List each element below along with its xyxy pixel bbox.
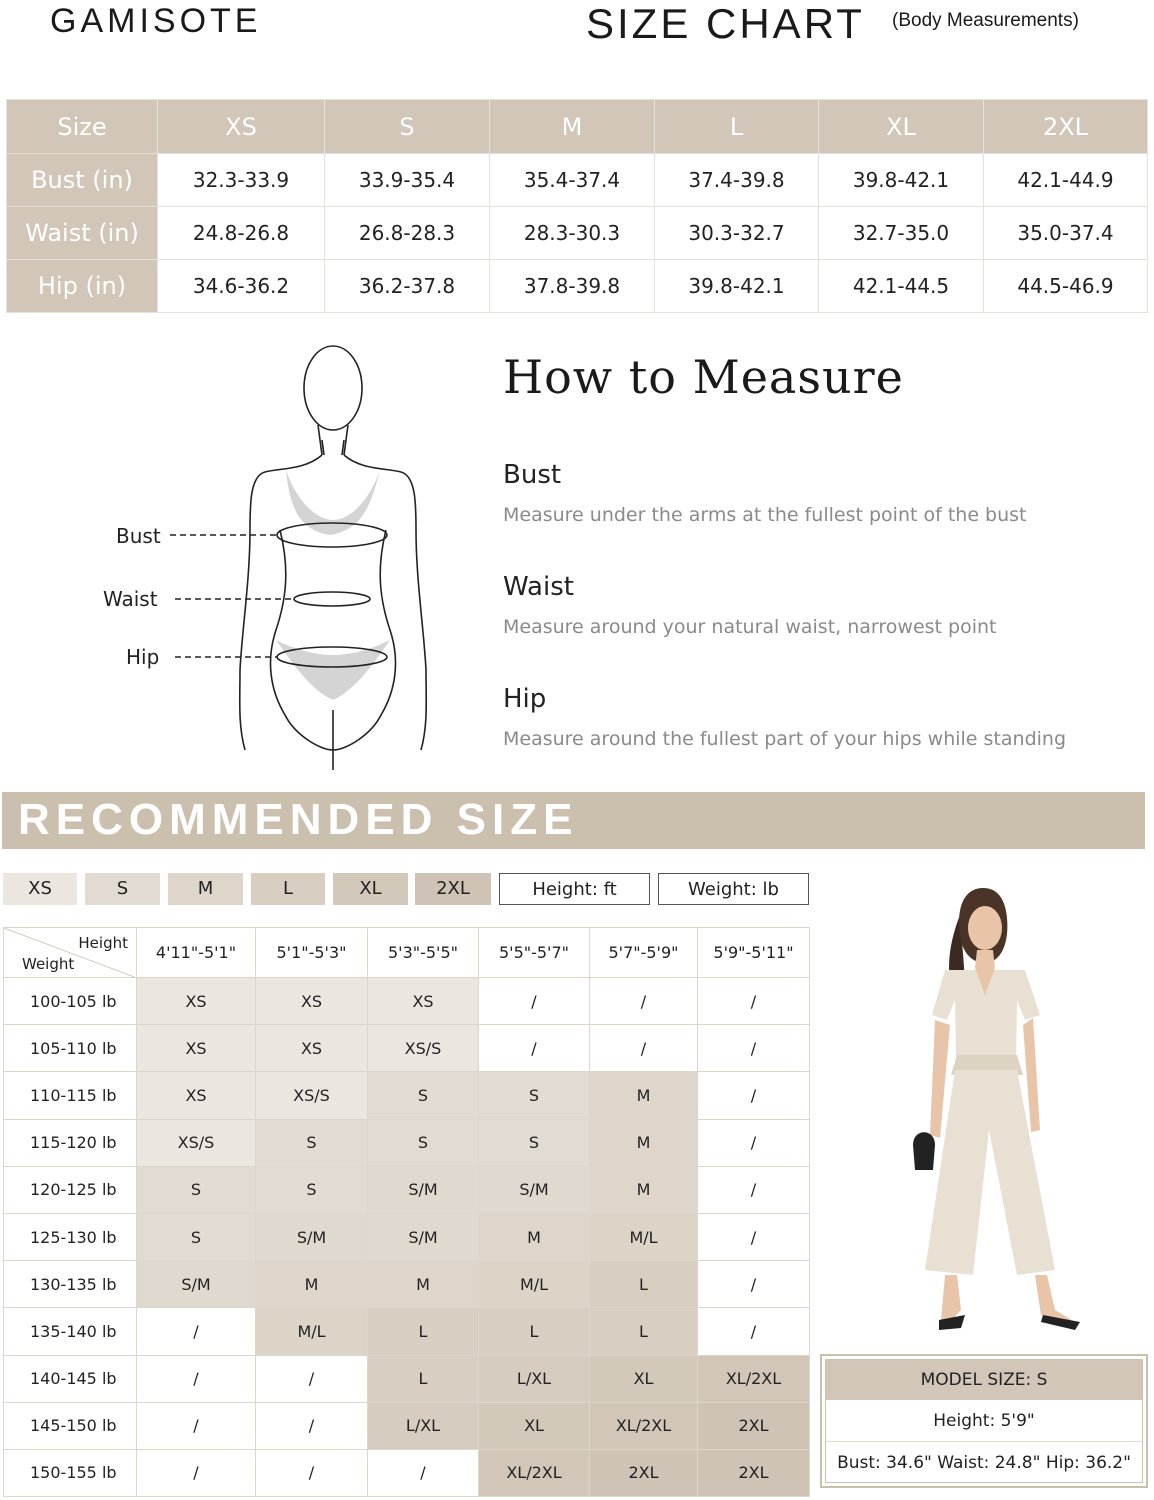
corner-cell xyxy=(4,928,137,978)
table-row xyxy=(4,1449,810,1496)
size-cell: S xyxy=(137,1213,256,1260)
recommended-size-table xyxy=(3,927,810,1497)
table-cell: 39.8-42.1 xyxy=(655,260,819,313)
size-cell: / xyxy=(137,1402,256,1449)
table-cell: 37.4-39.8 xyxy=(655,154,819,207)
measure-heading: Hip xyxy=(503,684,547,714)
size-header-cell: L xyxy=(655,100,819,154)
measure-heading: Waist xyxy=(503,572,574,602)
size-cell: L xyxy=(368,1308,479,1355)
size-cell: M/L xyxy=(590,1213,698,1260)
legend-swatch-xs: XS xyxy=(3,873,77,905)
size-cell: S/M xyxy=(368,1213,479,1260)
model-size-label: MODEL SIZE: S xyxy=(826,1360,1142,1400)
size-cell: / xyxy=(479,978,590,1025)
body-outline-icon xyxy=(90,330,450,780)
table-cell: 30.3-32.7 xyxy=(655,207,819,260)
weight-label: 120-125 lb xyxy=(4,1166,137,1213)
size-cell: / xyxy=(368,1449,479,1496)
size-cell: / xyxy=(698,978,810,1025)
size-cell: / xyxy=(698,1261,810,1308)
table-cell: 42.1-44.9 xyxy=(984,154,1148,207)
size-cell: / xyxy=(698,1308,810,1355)
weight-label: 125-130 lb xyxy=(4,1213,137,1260)
table-row xyxy=(4,1402,810,1449)
size-cell: / xyxy=(256,1355,368,1402)
size-cell: / xyxy=(698,1166,810,1213)
size-cell: XL xyxy=(479,1402,590,1449)
recommended-banner xyxy=(2,792,1145,849)
measure-item-waist xyxy=(503,572,997,638)
weight-unit-label: Weight: lb xyxy=(658,873,809,905)
weight-label: 115-120 lb xyxy=(4,1119,137,1166)
measure-item-bust xyxy=(503,460,1027,526)
size-cell: S xyxy=(479,1119,590,1166)
measure-description: Measure around the fullest part of your hips while standing xyxy=(503,728,1067,750)
size-cell: S/M xyxy=(368,1166,479,1213)
size-cell: M xyxy=(479,1213,590,1260)
size-cell: / xyxy=(698,1072,810,1119)
table-cell: 32.3-33.9 xyxy=(158,154,325,207)
table-row xyxy=(7,154,1148,207)
size-cell: / xyxy=(479,1025,590,1072)
table-cell: 42.1-44.5 xyxy=(819,260,984,313)
size-cell: XS xyxy=(137,978,256,1025)
size-cell: M xyxy=(590,1166,698,1213)
size-cell: / xyxy=(256,1402,368,1449)
size-cell: L xyxy=(368,1355,479,1402)
table-row xyxy=(4,1213,810,1260)
table-row xyxy=(4,1025,810,1072)
corner-weight-label: Weight xyxy=(22,955,75,973)
height-header: 5'1"-5'3" xyxy=(256,928,368,978)
row-label: Bust (in) xyxy=(7,154,158,207)
size-cell: S/M xyxy=(256,1213,368,1260)
legend-swatch-s: S xyxy=(85,873,160,905)
size-cell: XS xyxy=(256,978,368,1025)
weight-label: 140-145 lb xyxy=(4,1355,137,1402)
corner-height-label: Height xyxy=(78,934,128,952)
size-cell: M/L xyxy=(256,1308,368,1355)
size-cell: XS xyxy=(137,1072,256,1119)
size-header-cell: 2XL xyxy=(984,100,1148,154)
table-cell: 35.4-37.4 xyxy=(490,154,655,207)
size-header-cell: M xyxy=(490,100,655,154)
table-cell: 44.5-46.9 xyxy=(984,260,1148,313)
size-cell: XL/2XL xyxy=(698,1355,810,1402)
model-size-box xyxy=(820,1354,1148,1488)
row-label: Waist (in) xyxy=(7,207,158,260)
measure-heading: Bust xyxy=(503,460,562,490)
size-cell: XS xyxy=(137,1025,256,1072)
page-subtitle: (Body Measurements) xyxy=(892,10,1079,31)
table-cell: 33.9-35.4 xyxy=(325,154,490,207)
table-cell: 28.3-30.3 xyxy=(490,207,655,260)
size-cell: XL/2XL xyxy=(590,1402,698,1449)
size-cell: S/M xyxy=(479,1166,590,1213)
size-cell: / xyxy=(698,1119,810,1166)
weight-label: 150-155 lb xyxy=(4,1449,137,1496)
size-cell: 2XL xyxy=(698,1402,810,1449)
table-cell: 35.0-37.4 xyxy=(984,207,1148,260)
size-cell: M/L xyxy=(479,1261,590,1308)
table-row xyxy=(4,1166,810,1213)
table-row xyxy=(4,1072,810,1119)
table-cell: 32.7-35.0 xyxy=(819,207,984,260)
size-cell: S xyxy=(256,1119,368,1166)
table-row xyxy=(7,260,1148,313)
size-table xyxy=(6,99,1148,313)
size-cell: XL xyxy=(590,1355,698,1402)
table-row xyxy=(4,1308,810,1355)
size-header-cell: S xyxy=(325,100,490,154)
hip-label: Hip xyxy=(126,645,160,669)
table-cell: 36.2-37.8 xyxy=(325,260,490,313)
size-cell: L xyxy=(590,1261,698,1308)
size-cell: / xyxy=(698,1025,810,1072)
size-header-label: Size xyxy=(7,100,158,154)
height-header: 4'11"-5'1" xyxy=(137,928,256,978)
size-cell: M xyxy=(368,1261,479,1308)
height-header: 5'7"-5'9" xyxy=(590,928,698,978)
size-cell: M xyxy=(590,1119,698,1166)
model-illustration-icon xyxy=(905,870,1095,1340)
size-cell: L xyxy=(590,1308,698,1355)
brand-logo: GAMISOTE xyxy=(50,2,262,40)
size-cell: / xyxy=(590,978,698,1025)
size-header-cell: XL xyxy=(819,100,984,154)
waist-label: Waist xyxy=(103,587,158,611)
how-to-measure-title: How to Measure xyxy=(503,350,904,404)
size-cell: M xyxy=(590,1072,698,1119)
size-cell: XS/S xyxy=(256,1072,368,1119)
recommended-title: RECOMMENDED SIZE xyxy=(18,795,579,844)
page-title: SIZE CHART xyxy=(586,0,865,47)
table-row xyxy=(4,1119,810,1166)
measure-description: Measure under the arms at the fullest point of the bust xyxy=(503,504,1027,526)
height-header: 5'9"-5'11" xyxy=(698,928,810,978)
size-cell: / xyxy=(590,1025,698,1072)
legend-swatch-l: L xyxy=(251,873,325,905)
size-cell: / xyxy=(137,1355,256,1402)
legend-swatch-xl: XL xyxy=(333,873,408,905)
row-label: Hip (in) xyxy=(7,260,158,313)
size-cell: XS xyxy=(368,978,479,1025)
size-cell: L xyxy=(479,1308,590,1355)
weight-label: 130-135 lb xyxy=(4,1261,137,1308)
weight-label: 100-105 lb xyxy=(4,978,137,1025)
table-row xyxy=(4,978,810,1025)
size-cell: S/M xyxy=(137,1261,256,1308)
size-cell: / xyxy=(256,1449,368,1496)
table-row xyxy=(7,207,1148,260)
size-cell: / xyxy=(137,1449,256,1496)
table-row xyxy=(4,1261,810,1308)
size-cell: L/XL xyxy=(479,1355,590,1402)
weight-label: 135-140 lb xyxy=(4,1308,137,1355)
table-row xyxy=(4,1355,810,1402)
size-cell: S xyxy=(479,1072,590,1119)
table-cell: 26.8-28.3 xyxy=(325,207,490,260)
body-figure xyxy=(90,330,450,780)
table-cell: 39.8-42.1 xyxy=(819,154,984,207)
size-cell: XS/S xyxy=(368,1025,479,1072)
size-cell: M xyxy=(256,1261,368,1308)
legend-swatch-2xl: 2XL xyxy=(415,873,491,905)
height-unit-label: Height: ft xyxy=(499,873,650,905)
table-cell: 34.6-36.2 xyxy=(158,260,325,313)
model-height: Height: 5'9" xyxy=(826,1400,1142,1442)
size-cell: XS xyxy=(256,1025,368,1072)
size-cell: S xyxy=(368,1072,479,1119)
size-table-header xyxy=(7,100,1148,154)
height-header: 5'5"-5'7" xyxy=(479,928,590,978)
model-measurements: Bust: 34.6" Waist: 24.8" Hip: 36.2" xyxy=(837,1453,1131,1473)
weight-label: 145-150 lb xyxy=(4,1402,137,1449)
size-cell: XS/S xyxy=(137,1119,256,1166)
model-photo xyxy=(905,870,1095,1340)
measure-description: Measure around your natural waist, narrowest point xyxy=(503,616,997,638)
size-cell: XL/2XL xyxy=(479,1449,590,1496)
size-cell: / xyxy=(137,1308,256,1355)
size-cell: 2XL xyxy=(698,1449,810,1496)
size-cell: S xyxy=(137,1166,256,1213)
weight-label: 110-115 lb xyxy=(4,1072,137,1119)
weight-label: 105-110 lb xyxy=(4,1025,137,1072)
table-cell: 24.8-26.8 xyxy=(158,207,325,260)
size-cell: L/XL xyxy=(368,1402,479,1449)
size-cell: / xyxy=(698,1213,810,1260)
bust-label: Bust xyxy=(116,524,161,548)
measure-item-hip xyxy=(503,684,1066,750)
table-cell: 37.8-39.8 xyxy=(490,260,655,313)
size-cell: 2XL xyxy=(590,1449,698,1496)
size-cell: S xyxy=(368,1119,479,1166)
height-header: 5'3"-5'5" xyxy=(368,928,479,978)
size-cell: S xyxy=(256,1166,368,1213)
legend-swatch-m: M xyxy=(168,873,243,905)
recommended-header-row xyxy=(4,928,810,978)
size-header-cell: XS xyxy=(158,100,325,154)
